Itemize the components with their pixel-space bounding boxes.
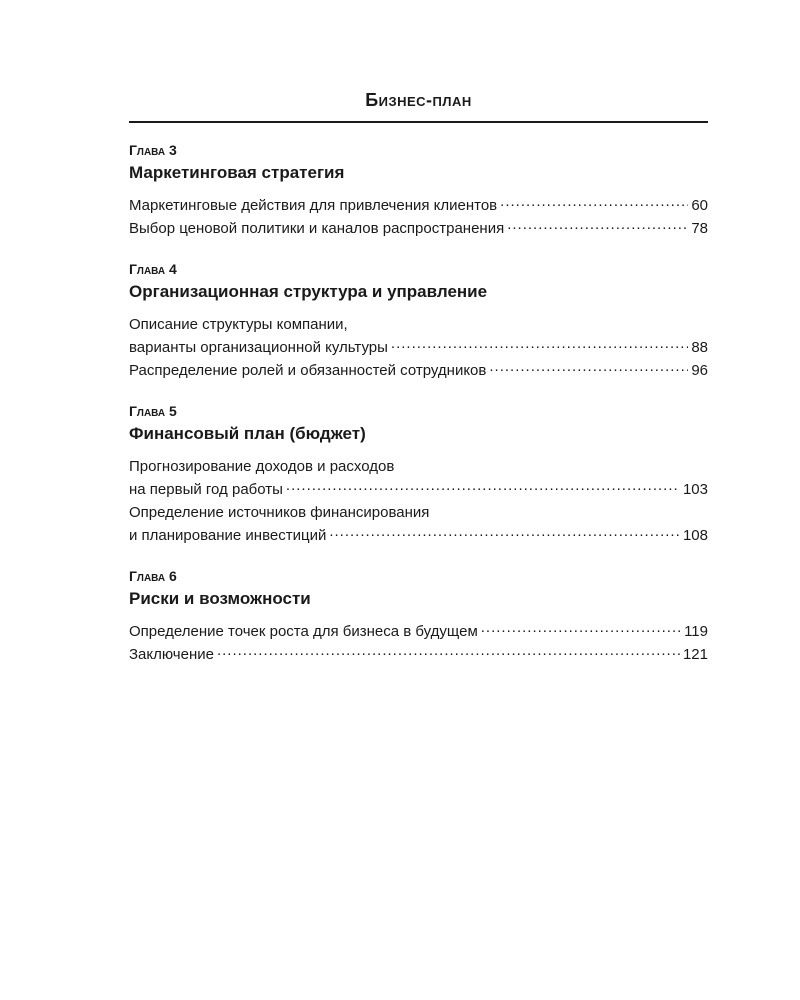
toc-page-number: 119: [684, 623, 708, 640]
chapter-3: [129, 140, 708, 240]
chapter-label: Глава 6: [129, 568, 177, 584]
dot-leader: [217, 644, 680, 659]
chapter-title: Финансовый план (бюджет): [129, 424, 366, 443]
toc-page-number: 96: [691, 362, 708, 379]
dot-leader: [507, 218, 688, 233]
table-of-contents: [129, 140, 708, 685]
toc-entry-text: Распределение ролей и обязанностей сотрудников: [129, 362, 487, 379]
toc-page-number: 88: [691, 339, 708, 356]
dot-leader: [500, 195, 688, 210]
dot-leader: [481, 621, 681, 636]
toc-entry[interactable]: [129, 455, 708, 501]
toc-page-number: 78: [691, 220, 708, 237]
chapter-title: Риски и возможности: [129, 589, 311, 608]
toc-entry-text: Заключение: [129, 646, 214, 663]
chapter-label: Глава 5: [129, 403, 177, 419]
toc-entry-text: варианты организационной культуры: [129, 339, 388, 356]
running-head-title: Бизнес-план: [365, 90, 472, 110]
chapter-label: Глава 3: [129, 142, 177, 158]
chapter-label: Глава 4: [129, 261, 177, 277]
toc-page-number: 108: [682, 527, 708, 544]
toc-entry[interactable]: [129, 217, 708, 240]
toc-page-number: 60: [691, 197, 708, 214]
dot-leader: [391, 337, 688, 352]
header-rule: [129, 121, 708, 123]
chapter-title: Организационная структура и управление: [129, 282, 488, 301]
toc-page-number: 121: [682, 646, 708, 663]
chapter-6: [129, 566, 708, 666]
toc-entry-text: Прогнозирование доходов и расходов: [129, 458, 395, 475]
toc-entry-text: Определение источников финансирования: [129, 504, 430, 521]
toc-entry[interactable]: [129, 620, 708, 643]
toc-entry-text: Маркетинговые действия для привлечения клиентов: [129, 197, 498, 214]
toc-page-number: 103: [682, 481, 708, 498]
toc-entry[interactable]: [129, 194, 708, 217]
toc-entry[interactable]: [129, 313, 708, 359]
toc-entry[interactable]: [129, 359, 708, 382]
toc-entry-text: и планирование инвестиций: [129, 527, 327, 544]
dot-leader: [329, 525, 680, 540]
dot-leader: [286, 479, 680, 494]
dot-leader: [489, 360, 688, 375]
toc-entry-text: Выбор ценовой политики и каналов распространения: [129, 220, 505, 237]
chapter-title: Маркетинговая стратегия: [129, 163, 345, 182]
toc-entry-text: Описание структуры компании,: [129, 316, 348, 333]
chapter-5: [129, 401, 708, 547]
toc-entry[interactable]: [129, 501, 708, 547]
toc-entry-text: на первый год работы: [129, 481, 283, 498]
chapter-4: [129, 259, 708, 382]
toc-entry[interactable]: [129, 643, 708, 666]
toc-entry-text: Определение точек роста для бизнеса в будущем: [129, 623, 478, 640]
